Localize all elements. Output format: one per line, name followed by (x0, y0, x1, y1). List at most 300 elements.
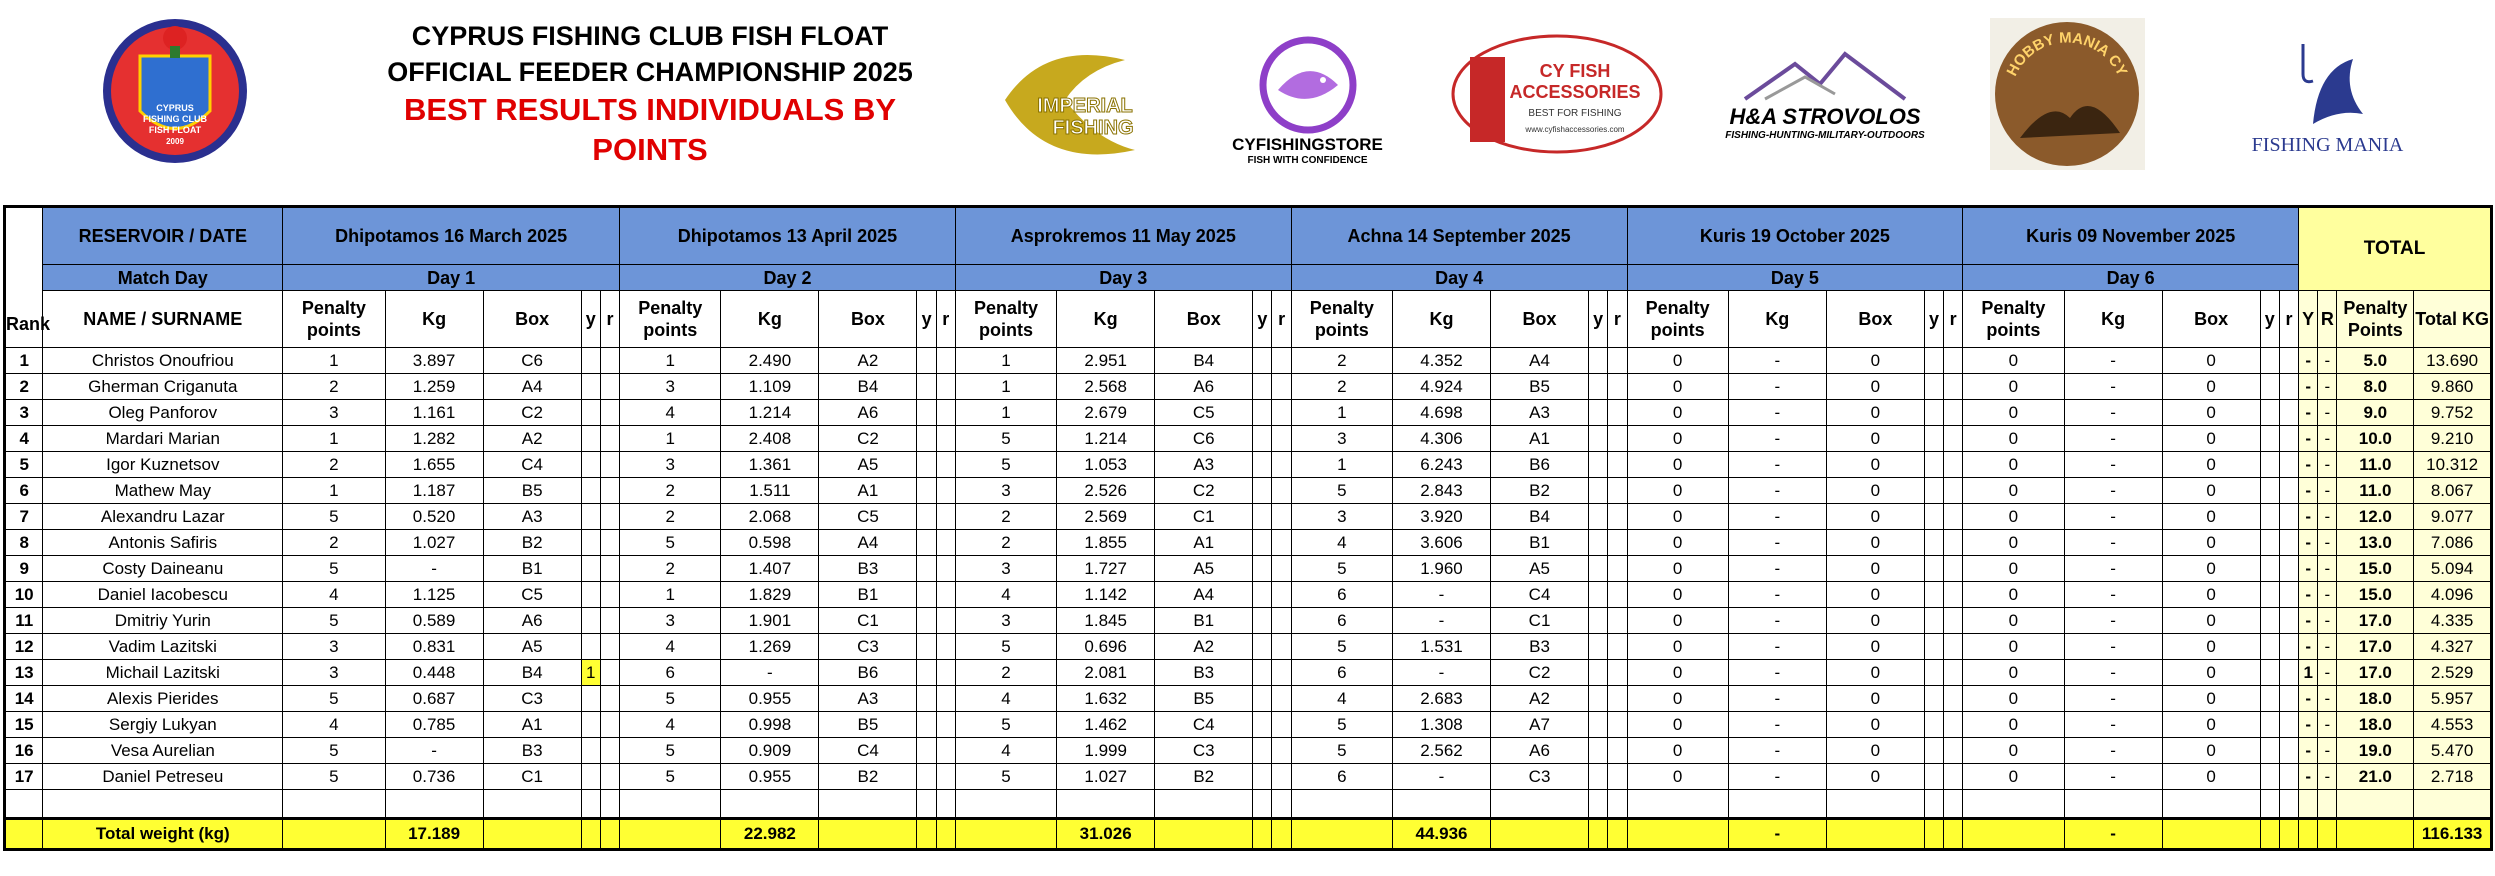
penalty-cell: 4 (620, 400, 721, 426)
red-card-cell (2279, 478, 2298, 504)
penalty-cell: 0 (1963, 374, 2064, 400)
penalty-cell: 3 (1291, 426, 1392, 452)
box-cell: B4 (483, 660, 581, 686)
rank-header: Rank (5, 207, 43, 348)
yellow-card-cell (1253, 686, 1272, 712)
box-cell: 0 (1826, 582, 1924, 608)
red-card-cell (600, 556, 619, 582)
penalty-cell: 1 (620, 426, 721, 452)
imperial-fishing-logo (985, 30, 1165, 170)
club-logo-text: FISHING CLUB (143, 114, 207, 124)
yellow-card-cell (581, 478, 600, 504)
rank-cell: 13 (5, 660, 43, 686)
yellow-card-cell (2260, 504, 2279, 530)
box-cell: 0 (2162, 686, 2260, 712)
box-cell: B6 (1491, 452, 1589, 478)
penalty-cell: 3 (955, 478, 1056, 504)
yellow-card-cell (917, 348, 936, 374)
kg-cell: - (1728, 400, 1826, 426)
red-card-cell (1272, 582, 1291, 608)
box-cell: B2 (819, 764, 917, 790)
total-weight-row (5, 819, 2492, 850)
box-cell: 0 (2162, 738, 2260, 764)
kg-cell: - (2064, 478, 2162, 504)
penalty-cell: 4 (1291, 530, 1392, 556)
kg-cell: 4.352 (1392, 348, 1490, 374)
spacer-cell (721, 790, 819, 819)
table-row (5, 660, 2492, 686)
yellow-card-cell (2260, 738, 2279, 764)
red-card-cell (1608, 478, 1627, 504)
kg-cell: 1.361 (721, 452, 819, 478)
yellow-card-cell (581, 686, 600, 712)
total-yellow-cell: - (2299, 348, 2318, 374)
table-row (5, 686, 2492, 712)
penalty-cell: 0 (1627, 686, 1728, 712)
kg-cell: 2.068 (721, 504, 819, 530)
kg-header: Kg (1728, 291, 1826, 348)
box-cell: C5 (1155, 400, 1253, 426)
rank-cell: 1 (5, 348, 43, 374)
box-cell: 0 (1826, 478, 1924, 504)
name-cell: Vadim Lazitski (43, 634, 283, 660)
yellow-card-header: y (1589, 291, 1608, 348)
red-card-cell (1608, 582, 1627, 608)
kg-cell: - (1728, 582, 1826, 608)
penalty-cell: 0 (1627, 374, 1728, 400)
penalty-cell: 1 (283, 426, 385, 452)
total-red-cell: - (2318, 712, 2337, 738)
kg-cell: 1.125 (385, 582, 483, 608)
penalty-cell: 5 (1291, 738, 1392, 764)
day-total-weight: 17.189 (385, 819, 483, 850)
yellow-card-cell (1924, 712, 1943, 738)
penalty-cell: 0 (1963, 452, 2064, 478)
imperial-fishing-text: IMPERIAL (1037, 95, 1133, 117)
kg-cell: 3.920 (1392, 504, 1490, 530)
yellow-card-cell (2260, 530, 2279, 556)
rank-cell: 11 (5, 608, 43, 634)
box-cell: C5 (483, 582, 581, 608)
yellow-card-cell (1589, 608, 1608, 634)
red-card-cell (2279, 686, 2298, 712)
spacer-cell (1253, 790, 1272, 819)
penalty-cell: 5 (955, 634, 1056, 660)
yellow-card-cell (1924, 452, 1943, 478)
yellow-card-cell (2260, 582, 2279, 608)
yellow-card-cell (1924, 764, 1943, 790)
venue-header: Achna 14 September 2025 (1291, 207, 1627, 265)
yellow-card-cell (1589, 660, 1608, 686)
yellow-card-cell (917, 660, 936, 686)
penalty-cell: 2 (1291, 374, 1392, 400)
penalty-cell: 5 (955, 452, 1056, 478)
kg-cell: 0.687 (385, 686, 483, 712)
yellow-card-header: y (917, 291, 936, 348)
red-card-cell (1272, 374, 1291, 400)
yellow-card-cell (581, 530, 600, 556)
total-penalty-cell: 17.0 (2337, 634, 2414, 660)
club-logo-text: CYPRUS (156, 103, 194, 113)
red-card-cell (600, 634, 619, 660)
penalty-cell: 0 (1627, 556, 1728, 582)
cy-fish-accessories-logo (1450, 32, 1665, 157)
penalty-cell: 2 (283, 374, 385, 400)
yellow-card-cell (917, 374, 936, 400)
red-card-cell (1608, 374, 1627, 400)
day-total-weight: - (2064, 819, 2162, 850)
yellow-card-cell (1253, 478, 1272, 504)
penalty-cell: 0 (1627, 348, 1728, 374)
kg-cell: - (2064, 608, 2162, 634)
name-cell: Antonis Safiris (43, 530, 283, 556)
box-cell: B1 (1491, 530, 1589, 556)
penalty-cell: 0 (1963, 530, 2064, 556)
yellow-card-cell (917, 764, 936, 790)
box-cell: 0 (2162, 426, 2260, 452)
spacer-cell (955, 790, 1056, 819)
yellow-card-cell (581, 348, 600, 374)
red-card-cell (936, 400, 955, 426)
rank-cell: 12 (5, 634, 43, 660)
kg-cell: 1.960 (1392, 556, 1490, 582)
ha-strovolos-name: H&A STROVOLOS (1729, 104, 1921, 129)
penalty-cell: 6 (1291, 608, 1392, 634)
red-card-cell (2279, 452, 2298, 478)
kg-cell: 2.951 (1057, 348, 1155, 374)
table-row (5, 452, 2492, 478)
box-cell: B4 (1491, 504, 1589, 530)
box-cell: B3 (1491, 634, 1589, 660)
kg-cell: - (2064, 452, 2162, 478)
venue-header: Kuris 09 November 2025 (1963, 207, 2299, 265)
box-cell: C1 (1491, 608, 1589, 634)
yellow-card-cell (917, 712, 936, 738)
yellow-card-cell (1589, 504, 1608, 530)
total-kg-header: Total KG (2414, 291, 2492, 348)
yellow-card-cell (2260, 348, 2279, 374)
total-penalty-cell: 17.0 (2337, 660, 2414, 686)
red-card-cell (1608, 426, 1627, 452)
red-card-cell (600, 504, 619, 530)
yellow-card-cell (581, 504, 600, 530)
red-card-cell (600, 660, 619, 686)
kg-cell: 1.259 (385, 374, 483, 400)
red-card-cell (1944, 712, 1963, 738)
kg-cell: - (1728, 478, 1826, 504)
club-logo-text: FISH FLOAT (148, 125, 202, 135)
yellow-card-cell (1253, 608, 1272, 634)
name-cell: Alexis Pierides (43, 686, 283, 712)
total-penalty-cell: 18.0 (2337, 686, 2414, 712)
yellow-card-cell (1253, 556, 1272, 582)
yellow-card-cell (1589, 634, 1608, 660)
kg-cell: - (2064, 738, 2162, 764)
box-cell: 0 (1826, 504, 1924, 530)
total-penalty-cell: 18.0 (2337, 712, 2414, 738)
yellow-card-cell (1253, 634, 1272, 660)
kg-cell: 0.831 (385, 634, 483, 660)
box-cell: 0 (1826, 764, 1924, 790)
yellow-card-cell (1924, 374, 1943, 400)
yellow-card-cell (917, 738, 936, 764)
total-red-cell: - (2318, 426, 2337, 452)
title-block (350, 18, 950, 170)
footer-cell (1155, 819, 1253, 850)
kg-cell: - (1392, 660, 1490, 686)
box-cell: 0 (2162, 400, 2260, 426)
kg-cell: - (1728, 712, 1826, 738)
total-red-cell: - (2318, 582, 2337, 608)
venue-header: Kuris 19 October 2025 (1627, 207, 1963, 265)
penalty-cell: 4 (283, 712, 385, 738)
footer-cell (1491, 819, 1589, 850)
penalty-header: Penalty points (620, 291, 721, 348)
total-header: TOTAL (2299, 207, 2492, 291)
penalty-cell: 4 (955, 582, 1056, 608)
box-cell: B5 (1491, 374, 1589, 400)
kg-cell: - (1728, 738, 1826, 764)
total-kg-cell: 5.470 (2414, 738, 2492, 764)
footer-cell (1272, 819, 1291, 850)
penalty-cell: 0 (1963, 738, 2064, 764)
penalty-cell: 2 (620, 478, 721, 504)
penalty-cell: 6 (1291, 582, 1392, 608)
penalty-cell: 0 (1627, 478, 1728, 504)
red-card-cell (1944, 400, 1963, 426)
footer-cell (2162, 819, 2260, 850)
yellow-card-cell (1253, 374, 1272, 400)
kg-cell: - (721, 660, 819, 686)
footer-cell (483, 819, 581, 850)
kg-cell: 1.282 (385, 426, 483, 452)
kg-cell: - (2064, 582, 2162, 608)
yellow-card-cell (1253, 452, 1272, 478)
penalty-cell: 2 (955, 530, 1056, 556)
total-kg-cell: 9.077 (2414, 504, 2492, 530)
day-header: Day 6 (1963, 265, 2299, 291)
match-day-label: Match Day (43, 265, 283, 291)
total-yellow-cell: - (2299, 530, 2318, 556)
spacer-cell (1392, 790, 1490, 819)
red-card-cell (1944, 426, 1963, 452)
total-penalty-cell: 5.0 (2337, 348, 2414, 374)
table-row (5, 348, 2492, 374)
red-card-cell (1944, 582, 1963, 608)
kg-cell: 1.531 (1392, 634, 1490, 660)
day-header: Day 1 (283, 265, 620, 291)
penalty-cell: 0 (1627, 608, 1728, 634)
box-cell: 0 (1826, 426, 1924, 452)
penalty-cell: 5 (283, 738, 385, 764)
kg-cell: - (2064, 530, 2162, 556)
red-card-cell (1272, 348, 1291, 374)
penalty-cell: 3 (283, 660, 385, 686)
red-card-cell (936, 660, 955, 686)
box-cell: A5 (1491, 556, 1589, 582)
box-cell: C4 (1491, 582, 1589, 608)
box-cell: 0 (2162, 712, 2260, 738)
box-cell: A2 (483, 426, 581, 452)
kg-cell: 2.568 (1057, 374, 1155, 400)
yellow-card-cell (581, 764, 600, 790)
total-yellow-cell: - (2299, 504, 2318, 530)
total-kg-cell: 7.086 (2414, 530, 2492, 556)
penalty-header: Penalty points (1627, 291, 1728, 348)
spacer-cell (283, 790, 385, 819)
penalty-cell: 3 (955, 608, 1056, 634)
yellow-card-cell (581, 400, 600, 426)
kg-cell: 2.683 (1392, 686, 1490, 712)
yellow-card-cell (1589, 478, 1608, 504)
penalty-cell: 3 (955, 556, 1056, 582)
red-card-cell (936, 738, 955, 764)
footer-rank-cell (5, 819, 43, 850)
total-red-cell: - (2318, 348, 2337, 374)
box-cell: B5 (1155, 686, 1253, 712)
yellow-card-cell (2260, 712, 2279, 738)
penalty-cell: 0 (1963, 556, 2064, 582)
footer-cell (819, 819, 917, 850)
box-cell: A3 (1155, 452, 1253, 478)
red-card-cell (1944, 452, 1963, 478)
total-yellow-cell: - (2299, 764, 2318, 790)
box-cell: A4 (483, 374, 581, 400)
kg-cell: 0.998 (721, 712, 819, 738)
red-card-cell (1608, 686, 1627, 712)
total-kg-cell: 13.690 (2414, 348, 2492, 374)
yellow-card-header: y (1253, 291, 1272, 348)
yellow-card-cell (1924, 478, 1943, 504)
footer-cell (2279, 819, 2298, 850)
total-kg-cell: 4.096 (2414, 582, 2492, 608)
kg-cell: - (2064, 348, 2162, 374)
box-cell: B1 (819, 582, 917, 608)
yellow-card-cell (1253, 582, 1272, 608)
yellow-card-cell (1924, 348, 1943, 374)
yellow-card-cell (581, 608, 600, 634)
name-cell: Igor Kuznetsov (43, 452, 283, 478)
penalty-cell: 4 (620, 712, 721, 738)
yellow-card-cell (1589, 738, 1608, 764)
yellow-card-cell (917, 686, 936, 712)
penalty-cell: 5 (620, 530, 721, 556)
grand-total-weight: 116.133 (2414, 819, 2492, 850)
total-yellow-cell: - (2299, 634, 2318, 660)
yellow-card-cell (581, 712, 600, 738)
yellow-card-cell (1924, 400, 1943, 426)
box-cell: A6 (1491, 738, 1589, 764)
total-kg-cell: 9.210 (2414, 426, 2492, 452)
yellow-card-cell (581, 634, 600, 660)
box-header: Box (819, 291, 917, 348)
hobby-mania-logo (1990, 18, 2145, 170)
penalty-cell: 0 (1963, 686, 2064, 712)
red-card-cell (936, 478, 955, 504)
yellow-card-cell (1924, 530, 1943, 556)
total-yellow-cell: - (2299, 452, 2318, 478)
red-card-cell (1944, 530, 1963, 556)
penalty-cell: 1 (1291, 400, 1392, 426)
box-cell: A1 (483, 712, 581, 738)
box-cell: 0 (1826, 556, 1924, 582)
yellow-card-cell (1589, 582, 1608, 608)
spacer-cell (2337, 790, 2414, 819)
box-header: Box (483, 291, 581, 348)
box-cell: 0 (1826, 400, 1924, 426)
red-card-cell (2279, 764, 2298, 790)
box-cell: C3 (1155, 738, 1253, 764)
yellow-card-header: y (581, 291, 600, 348)
column-header-row (5, 291, 2492, 348)
kg-cell: 0.736 (385, 764, 483, 790)
penalty-cell: 5 (283, 504, 385, 530)
penalty-cell: 2 (955, 660, 1056, 686)
spacer-cell (581, 790, 600, 819)
kg-cell: - (2064, 660, 2162, 686)
penalty-cell: 1 (620, 348, 721, 374)
box-cell: 0 (1826, 374, 1924, 400)
hobby-mania-text: HOBBY MANIA CY (2003, 29, 2131, 79)
spacer-cell (43, 790, 283, 819)
box-cell: A5 (483, 634, 581, 660)
penalty-cell: 5 (283, 686, 385, 712)
red-card-cell (2279, 426, 2298, 452)
yellow-card-cell (917, 426, 936, 452)
box-cell: 0 (2162, 660, 2260, 686)
ha-strovolos-tagline: FISHING-HUNTING-MILITARY-OUTDOORS (1725, 130, 1925, 141)
penalty-cell: 3 (620, 608, 721, 634)
club-logo (100, 16, 250, 166)
penalty-cell: 0 (1627, 426, 1728, 452)
name-cell: Mardari Marian (43, 426, 283, 452)
penalty-header: Penalty points (1291, 291, 1392, 348)
day-header: Day 4 (1291, 265, 1627, 291)
box-cell: A4 (1155, 582, 1253, 608)
rank-cell: 5 (5, 452, 43, 478)
box-cell: A6 (819, 400, 917, 426)
table-row (5, 556, 2492, 582)
spacer-cell (2279, 790, 2298, 819)
red-card-cell (2279, 400, 2298, 426)
red-card-cell (600, 764, 619, 790)
footer-cell (620, 819, 721, 850)
penalty-cell: 0 (1963, 348, 2064, 374)
total-red-header: R (2318, 291, 2337, 348)
footer-cell (2260, 819, 2279, 850)
title-line-1: CYPRUS FISHING CLUB FISH FLOAT (411, 21, 889, 51)
yellow-card-cell (1589, 426, 1608, 452)
red-card-cell (600, 452, 619, 478)
box-cell: B5 (819, 712, 917, 738)
total-penalty-cell: 11.0 (2337, 478, 2414, 504)
red-card-cell (936, 452, 955, 478)
penalty-cell: 4 (283, 582, 385, 608)
kg-cell: - (1728, 530, 1826, 556)
table-row (5, 712, 2492, 738)
box-cell: B3 (483, 738, 581, 764)
red-card-cell (600, 374, 619, 400)
total-yellow-cell: - (2299, 582, 2318, 608)
red-card-cell (600, 400, 619, 426)
box-cell: A6 (483, 608, 581, 634)
red-card-cell (936, 348, 955, 374)
total-red-cell: - (2318, 478, 2337, 504)
spacer-cell (936, 790, 955, 819)
box-cell: 0 (2162, 348, 2260, 374)
penalty-cell: 2 (283, 452, 385, 478)
kg-cell: 1.829 (721, 582, 819, 608)
